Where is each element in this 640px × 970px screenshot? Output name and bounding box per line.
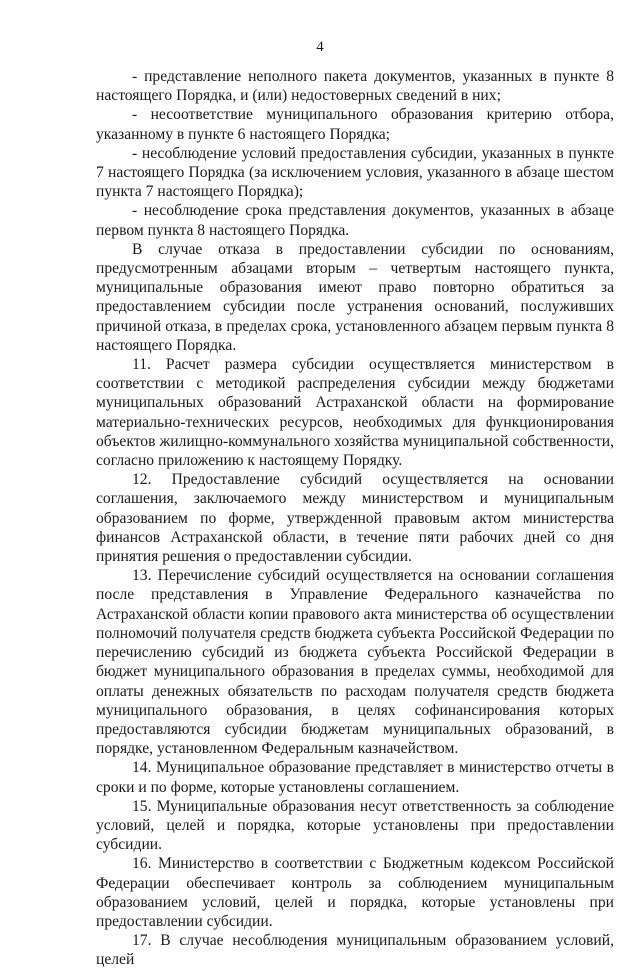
- paragraph-criteria-mismatch: - несоответствие муниципального образования критерию отбора, указанному в пункте 6 настоящего Порядка;: [96, 106, 614, 143]
- paragraph-item-17: 17. В случае несоблюдения муниципальным образованием условий, целей: [96, 932, 614, 969]
- paragraph-repeat-application: В случае отказа в предоставлении субсидии по основаниям, предусмотренным абзацами вторым – четвертым настоящего пункта, муниципальные образования имеют право повторно обратиться за предоставлением субсидии после устранения оснований, послуживших причиной отказа, в пределах срока, установленного абзацем первым пункта 8 настоящего Порядка.: [96, 240, 614, 354]
- paragraph-item-11: 11. Расчет размера субсидии осуществляется министерством в соответствии с методикой распределения субсидии между бюджетами муниципальных образований Астраханской области на формирование материально-технических ресурсов, необходимых для функционирования объектов жилищно-коммунального хозяйства муниципальной собственности, согласно приложению к настоящему Порядку.: [96, 356, 614, 470]
- paragraph-item-12: 12. Предоставление субсидий осуществляется на основании соглашения, заключаемого между министерством и муниципальным образованием по форме, утвержденной правовым актом министерства финансов Астраханской области, в течение пяти рабочих дней со дня принятия решения о предоставлении субсидии.: [96, 471, 614, 566]
- paragraph-item-15: 15. Муниципальные образования несут ответственность за соблюдение условий, целей и порядка, которые установлены при предоставлении субсидии.: [96, 797, 614, 854]
- paragraph-item-16: 16. Министерство в соответствии с Бюджетным кодексом Российской Федерации обеспечивает контроль за соблюдением муниципальным образованием условий, целей и порядка, которые установлены при предоставлении субсидии.: [96, 855, 614, 930]
- paragraph-item-14: 14. Муниципальное образование представляет в министерство отчеты в сроки и по форме, которые установлены соглашением.: [96, 759, 614, 796]
- paragraph-deadline-violation: - несоблюдение срока представления документов, указанных в абзаце первом пункта 8 настоящего Порядка.: [96, 202, 614, 239]
- paragraph-conditions-violation: - несоблюдение условий предоставления субсидии, указанных в пункте 7 настоящего Порядка (за исключением условия, указанного в абзаце шестом пункта 7 настоящего Порядка);: [96, 144, 614, 201]
- paragraph-item-13: 13. Перечисление субсидий осуществляется на основании соглашения после представления в Управление Федерального казначейства по Астраханской области копии правового акта министерства об осуществлении полномочий получателя средств бюджета субъекта Российской Федерации по перечислению субсидий из бюджета субъекта Российской Федерации в бюджет муниципального образования в пределах суммы, необходимой для оплаты денежных обязательств по расходам получателя средств бюджета муниципального образования, в целях софинансирования которых предоставляются субсидии бюджетам муниципальных образований, в порядке, установленном Федеральным казначейством.: [96, 567, 614, 758]
- paragraph-incomplete-documents: - представление неполного пакета документов, указанных в пункте 8 настоящего Порядка, и (или) недостоверных сведений в них;: [96, 68, 614, 105]
- page-number: 4: [316, 39, 324, 55]
- document-body: [96, 67, 614, 970]
